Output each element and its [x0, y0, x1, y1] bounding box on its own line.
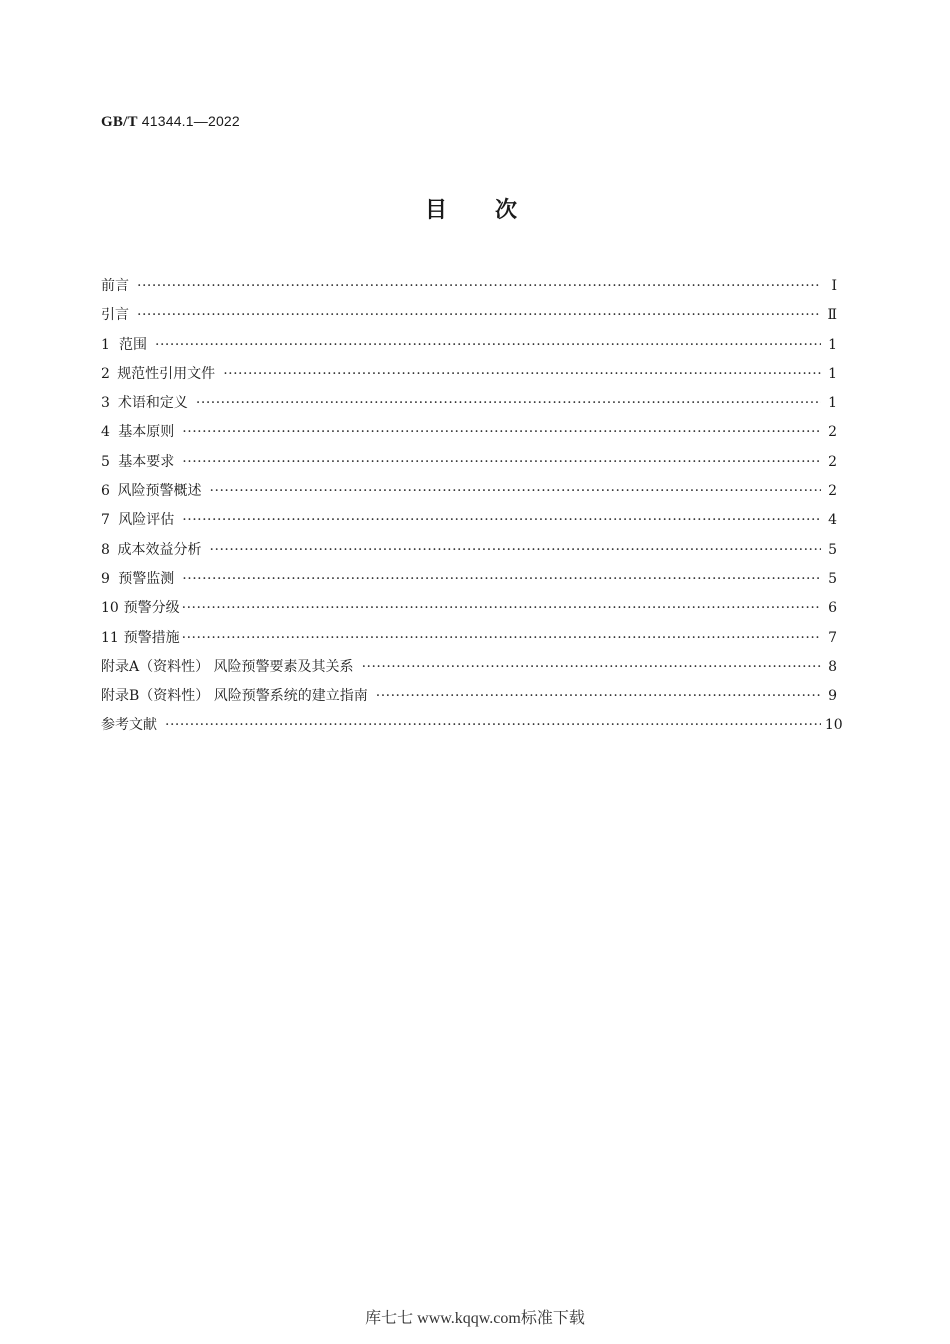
toc-label: 附录A（资料性） 风险预警要素及其关系: [101, 658, 354, 675]
footer-watermark: 库七七 www.kqqw.com标准下载: [365, 1310, 585, 1327]
toc-page-number: Ⅱ: [827, 307, 837, 324]
toc-page-number: 1: [828, 365, 837, 382]
standard-number: 41344.1—2022: [141, 113, 240, 129]
toc-page-number: 4: [828, 512, 837, 529]
toc-entry-bibliography[interactable]: [101, 711, 843, 740]
toc-label: 附录B（资料性） 风险预警系统的建立指南: [101, 688, 368, 705]
toc-section-number: 3: [101, 395, 110, 412]
toc-label: 基本要求: [118, 453, 175, 470]
toc-label: 风险预警概述: [117, 483, 202, 500]
toc-page-number: 8: [828, 658, 837, 675]
toc-label: 基本原则: [118, 424, 175, 441]
toc-page-number: 5: [828, 570, 837, 587]
toc-section-number: 1: [101, 336, 110, 353]
toc-page-number: 2: [828, 483, 837, 500]
toc-section-number: 8: [101, 541, 110, 558]
dot-leader: [182, 418, 821, 447]
toc-entry-3[interactable]: [101, 389, 837, 418]
dot-leader: [137, 301, 821, 330]
toc-entry-2[interactable]: [101, 360, 837, 389]
dot-leader: [376, 682, 821, 711]
toc-page-number: Ⅰ: [831, 278, 837, 294]
toc-section-number: 2: [101, 365, 110, 382]
toc-page-number: 10: [824, 717, 843, 734]
toc-page-number: 7: [828, 629, 837, 646]
toc-page-number: 9: [828, 688, 837, 705]
toc-page-number: 1: [828, 395, 837, 412]
toc-section-number: 10: [101, 600, 119, 617]
toc-entry-annex-a[interactable]: [101, 653, 837, 682]
standard-code: [101, 113, 240, 131]
toc-label: 参考文献: [101, 717, 157, 734]
dot-leader: [196, 389, 821, 418]
dot-leader: [182, 624, 821, 653]
toc-label: 术语和定义: [117, 395, 188, 412]
toc-entry-11[interactable]: [101, 624, 837, 653]
toc-title: 目次: [424, 198, 565, 223]
toc-section-number: 9: [101, 570, 110, 587]
dot-leader: [362, 653, 821, 682]
toc-entry-introduction[interactable]: [101, 301, 837, 330]
toc-entry-8[interactable]: [101, 536, 837, 565]
toc-section-number: 5: [101, 453, 110, 470]
dot-leader: [182, 506, 821, 535]
toc-label: 风险评估: [118, 512, 175, 529]
toc-entry-7[interactable]: [101, 506, 837, 535]
toc-section-number: 11: [101, 629, 119, 646]
dot-leader: [182, 565, 821, 594]
dot-leader: [223, 360, 821, 389]
toc-page-number: 1: [828, 336, 837, 353]
toc-page-number: 6: [828, 600, 837, 617]
toc-entry-4[interactable]: [101, 418, 837, 447]
toc-label: 成本效益分析: [117, 541, 202, 558]
toc-entry-6[interactable]: [101, 477, 837, 506]
toc-label: 规范性引用文件: [117, 365, 216, 382]
toc-section-number: 7: [101, 512, 110, 529]
toc-label: 引言: [101, 307, 129, 324]
toc-entry-foreword[interactable]: [101, 272, 837, 301]
toc-page-number: 2: [828, 424, 837, 441]
toc-label: 预警监测: [118, 570, 175, 587]
toc-page-number: 5: [828, 541, 837, 558]
dot-leader: [182, 594, 821, 623]
dot-leader: [210, 477, 821, 506]
standard-prefix: GB/T: [101, 114, 138, 130]
toc-label: 预警措施: [123, 629, 180, 646]
toc-entry-5[interactable]: [101, 448, 837, 477]
dot-leader: [137, 272, 821, 301]
toc-section-number: 6: [101, 483, 110, 500]
toc-label: 范围: [119, 336, 148, 353]
dot-leader: [155, 331, 821, 360]
toc-entry-1[interactable]: [101, 331, 837, 360]
table-of-contents: [101, 272, 843, 741]
dot-leader: [182, 448, 821, 477]
toc-entry-10[interactable]: [101, 594, 837, 623]
toc-label: 预警分级: [123, 600, 180, 617]
toc-label: 前言: [101, 278, 129, 294]
dot-leader: [165, 711, 821, 740]
toc-section-number: 4: [101, 424, 110, 441]
toc-page-number: 2: [828, 453, 837, 470]
toc-entry-annex-b[interactable]: [101, 682, 837, 711]
toc-entry-9[interactable]: [101, 565, 837, 594]
dot-leader: [210, 536, 821, 565]
